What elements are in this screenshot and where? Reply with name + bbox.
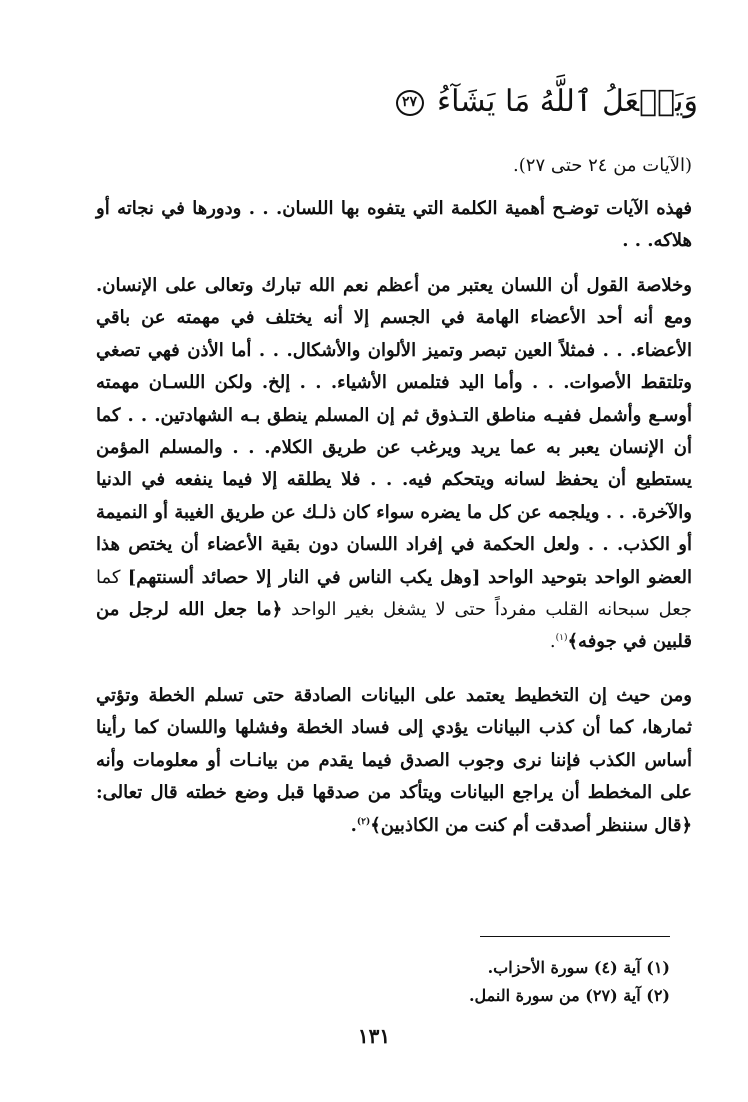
text-run: وخلاصة القول أن اللسان يعتبر من أعظم نعم الله تبارك وتعالى على الإنسان. ومع أنه أحد الأعضاء الهامة في الجسم إلا أنه يختلف في مهمته عن باقي الأعضاء. . . فمثلاً العين تبصر وتميز الألوان والأشكال. . . أما الأذن فهي تصغي وتلتقط الأصوات. . . وأما اليد فتلمس الأشياء. . . إلخ. ولكن اللسـان مهمته أوسـع وأشمل ففيـه مناطق التـذوق ثم إن المسلم ينطق بـه الشهادتين. . . كما أن الإنسان يعبر به عما يريد ويرغب عن طريق الكلام. . . والمسلم المؤمن يستطيع أن يحفظ لسانه ويتحكم فيه. . . فلا يطلقه إلا فيما ينفعه في الدنيا والآخرة. . . ويلجمه عن كل ما يضره سواء كان ذلـك عن طريق الغيبة أو النميمة أو الكذب. . . ولعل الحكمة في إفراد اللسان دون بقية الأعضاء أن يختص هذا العضو الواحد بتوحيد الواحد (96, 275, 693, 588)
paragraph-1 (96, 150, 692, 182)
paragraph-3 (96, 270, 692, 659)
text-run: . (549, 631, 556, 653)
footnote-marker[interactable]: (٢) (356, 816, 371, 827)
footnotes (469, 954, 670, 1010)
text-run: كما جعل سبحانه القلب مفرداً حتى لا يشغل بغير الواحد (96, 566, 693, 621)
quran-quote: ﴿ما جعل الله لرجل من قلبين في جوفه﴾ (96, 599, 692, 653)
paragraph-4 (96, 680, 692, 842)
paragraph-text: (الآيات من ٢٤ حتى ٢٧). (513, 155, 692, 176)
paragraph-text (96, 680, 692, 842)
hadith-quote: [وهل يكب الناس في النار إلا حصائد ألسنتهم] (127, 566, 481, 588)
paragraph-text: فهذه الآيات توضـح أهمية الكلمة التي يتفوه بها اللسان. . . ودورها في نجاته أو هلاكه. . . (96, 198, 692, 252)
footnote-divider (480, 936, 670, 937)
footnote-2: (٢) آية (٢٧) من سورة النمل. (468, 986, 670, 1005)
text-run: ومن حيث إن التخطيط يعتمد على البيانات الصادقة حتى تسلم الخطة وتؤتي ثمارها، كما أن كذب البيانات يؤدي إلى فساد الخطة وفشلها واللسان كما رأينا أساس الكذب فإننا نرى وجوب الصدق فيما يقدم من بيانـات أو معلومات وأنه على المخطط أن يراجع البيانات ويتأكد من صدقها قبل وضع خطته قال تعالى: (96, 685, 692, 804)
footnote-marker[interactable]: (١) (555, 633, 568, 644)
verse-header (396, 82, 699, 122)
quran-quote: ﴿قال سننظر أصدقت أم كنت من الكاذبين﴾ (370, 814, 692, 836)
page-number: ١٣١ (357, 1024, 391, 1048)
footnote-1: (١) آية (٤) سورة الأحزاب. (487, 958, 670, 977)
verse-text: وَيَفۡعَلُ ٱللَّهُ مَا يَشَآءُ (437, 84, 698, 119)
paragraph-text (96, 270, 692, 659)
paragraph-2 (96, 193, 692, 258)
verse-number-badge: ٢٧ (396, 90, 424, 116)
text-run: . (350, 814, 357, 836)
